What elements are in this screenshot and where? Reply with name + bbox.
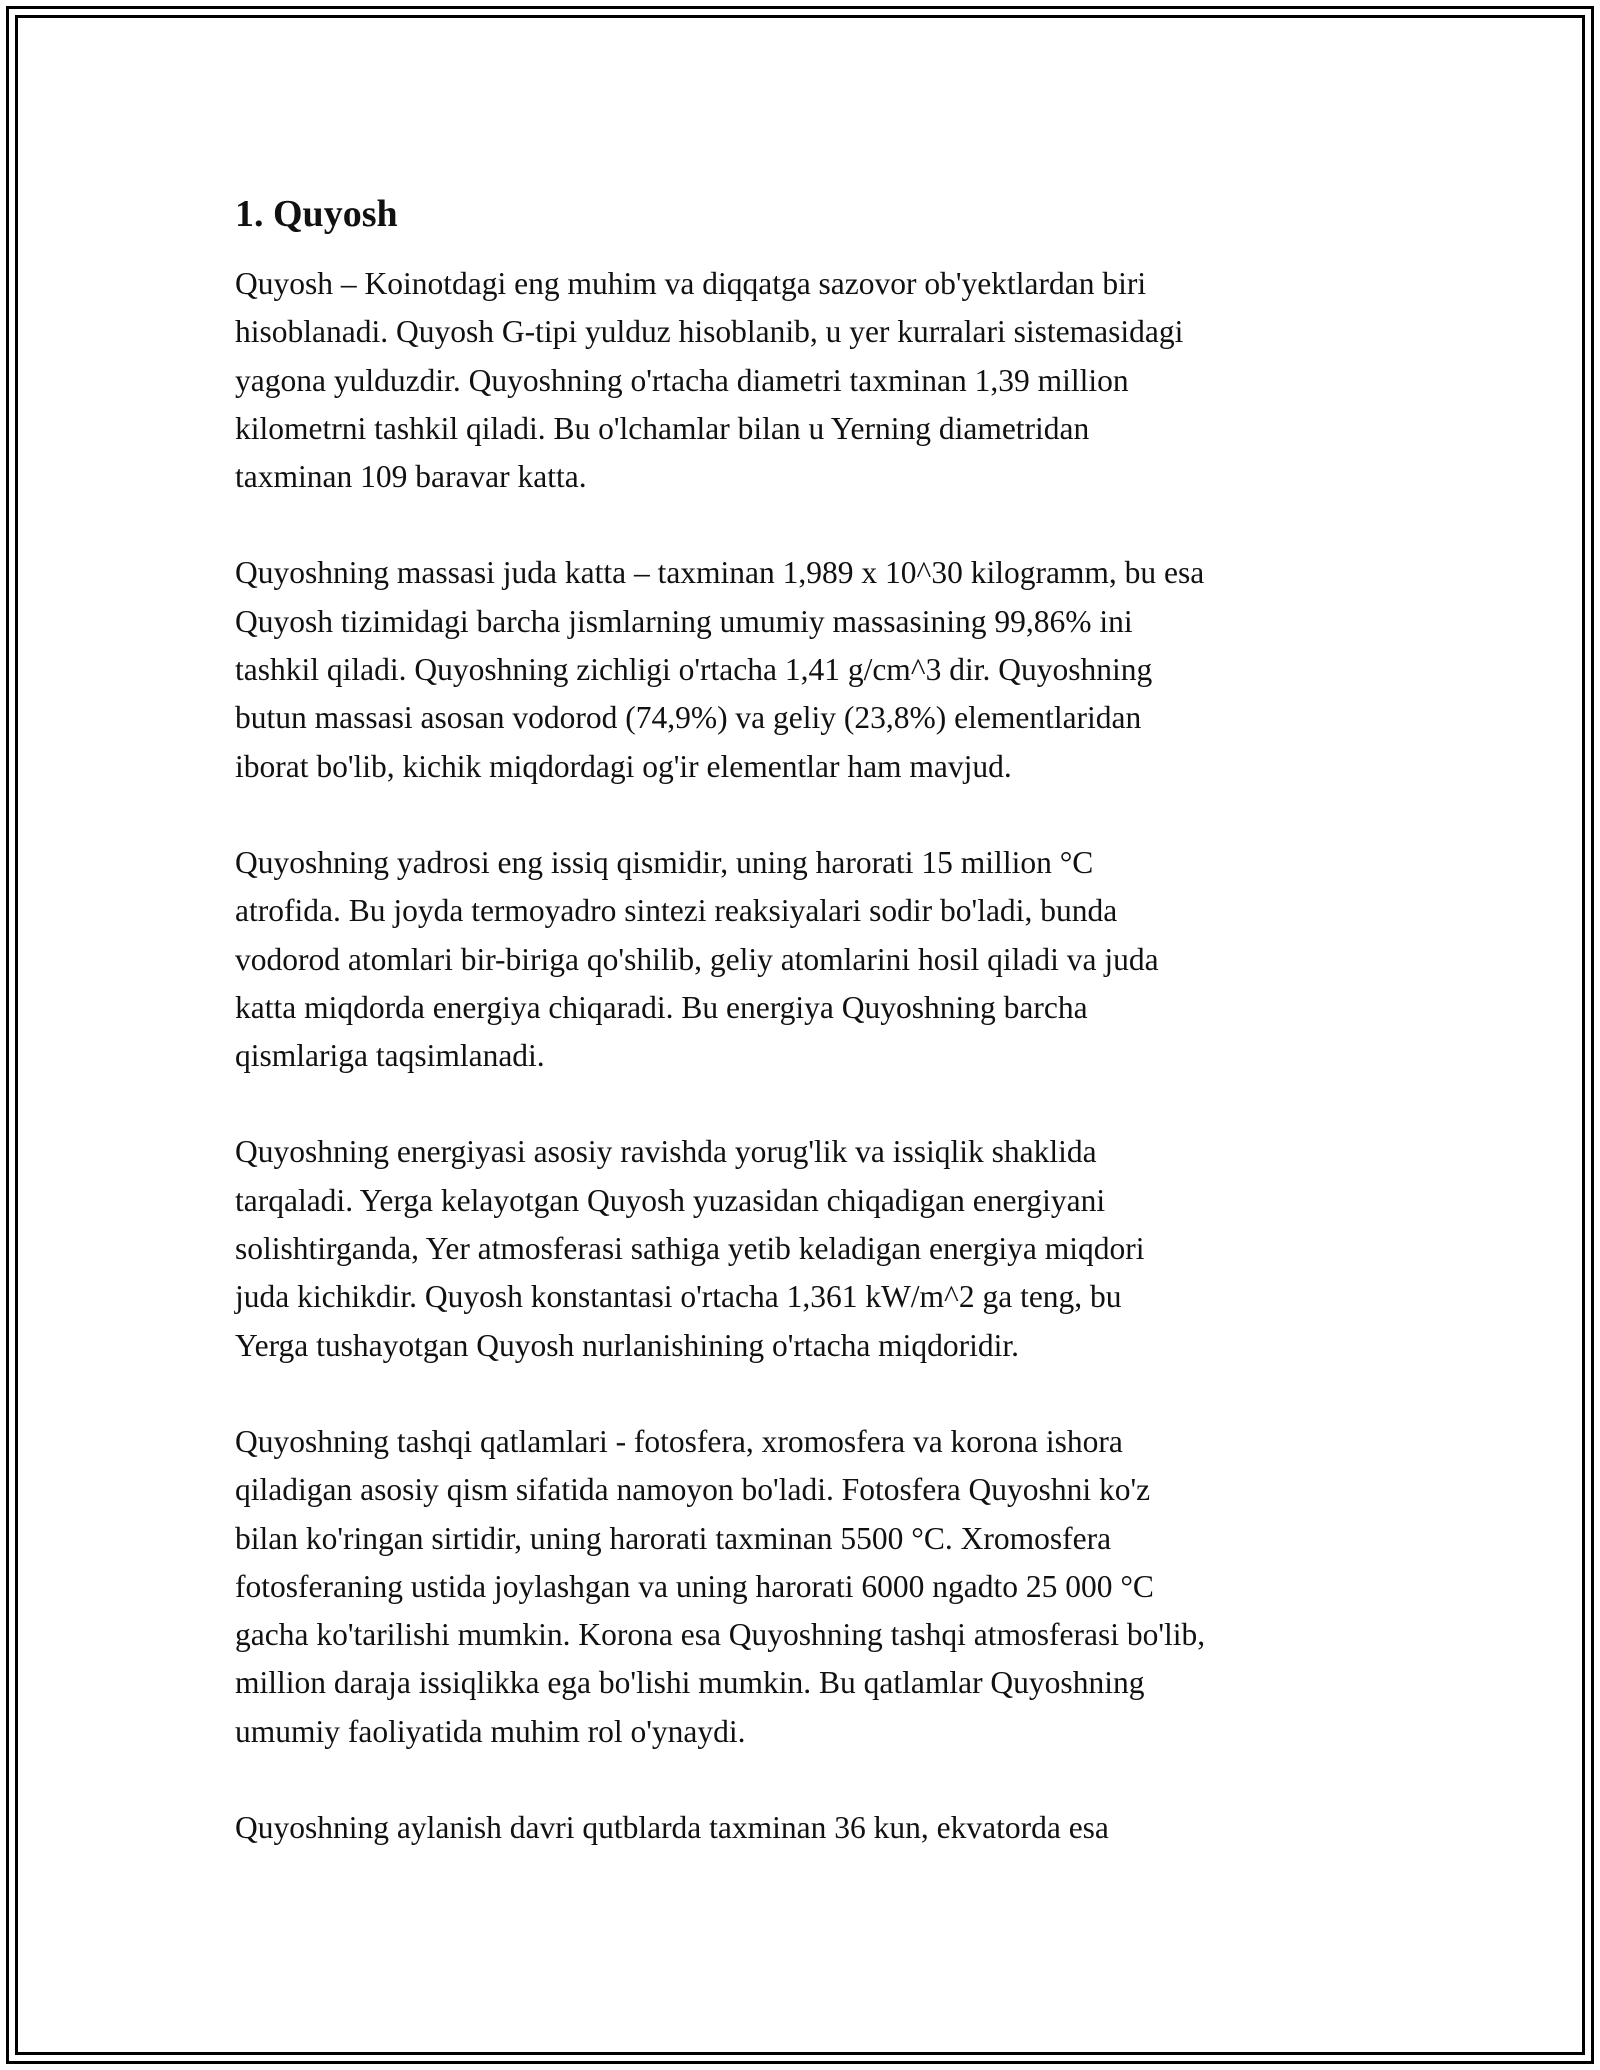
paragraph-3: Quyoshning yadrosi eng issiq qismidir, uning harorati 15 million °C atrofida. Bu joyda termoyadro sintezi reaksiyalari sodir bo'ladi, bunda vodorod atomlari bir-biriga qo'shilib, geliy atomlarini hosil qiladi va juda katta miqdorda energiya chiqaradi. Bu energiya Quyoshning barcha qismlariga taqsimlanadi. bbox=[235, 844, 1159, 1074]
paragraph-6: Quyoshning aylanish davri qutblarda taxminan 36 kun, ekvatorda esa bbox=[235, 1810, 1109, 1846]
section-title: 1. Quyosh bbox=[235, 193, 398, 235]
paragraph-5: Quyoshning tashqi qatlamlari - fotosfera, xromosfera va korona ishora qiladigan asosiy qism sifatida namoyon bo'ladi. Fotosfera Quyoshni ko'z bilan ko'ringan sirtidir, uning harorati taxminan 5500 °C. Xromosfera fotosferaning ustida joylashgan va uning harorati 6000 ngadto 25 000 °C gacha ko'tarilishi mumkin. Korona esa Quyoshning tashqi atmosferasi bo'lib, million daraja issiqlikka ega bo'lishi mumkin. Bu qatlamlar Quyoshning umumiy faoliyatida muhim rol o'ynaydi. bbox=[235, 1423, 1206, 1749]
paragraph-1: Quyosh – Koinotdagi eng muhim va diqqatga sazovor ob'yektlardan biri hisoblanadi. Quyosh G-tipi yulduz hisoblanib, u yer kurralari sistemasidagi yagona yulduzdir. Quyoshning o'rtacha diametri taxminan 1,39 million kilometrni tashkil qiladi. Bu o'lchamlar bilan u Yerning diametridan taxminan 109 baravar katta. bbox=[235, 266, 1184, 495]
paragraph-4: Quyoshning energiyasi asosiy ravishda yorug'lik va issiqlik shaklida tarqaladi. Yerga kelayotgan Quyosh yuzasidan chiqadigan energiyani solishtirganda, Yer atmosferasi sathiga yetib keladigan energiya miqdori juda kichikdir. Quyosh konstantasi o'rtacha 1,361 kW/m^2 ga teng, bu Yerga tushayotgan Quyosh nurlanishining o'rtacha miqdoridir. bbox=[235, 1134, 1145, 1363]
paragraph-2: Quyoshning massasi juda katta – taxminan 1,989 x 10^30 kilogramm, bu esa Quyosh tizimidagi barcha jismlarning umumiy massasining 99,86% ini tashkil qiladi. Quyoshning zichligi o'rtacha 1,41 g/cm^3 dir. Quyoshning butun massasi asosan vodorod (74,9%) va geliy (23,8%) elementlaridan iborat bo'lib, kichik miqdordagi og'ir elementlar ham mavjud. bbox=[235, 555, 1205, 784]
document-body bbox=[235, 188, 1380, 1852]
